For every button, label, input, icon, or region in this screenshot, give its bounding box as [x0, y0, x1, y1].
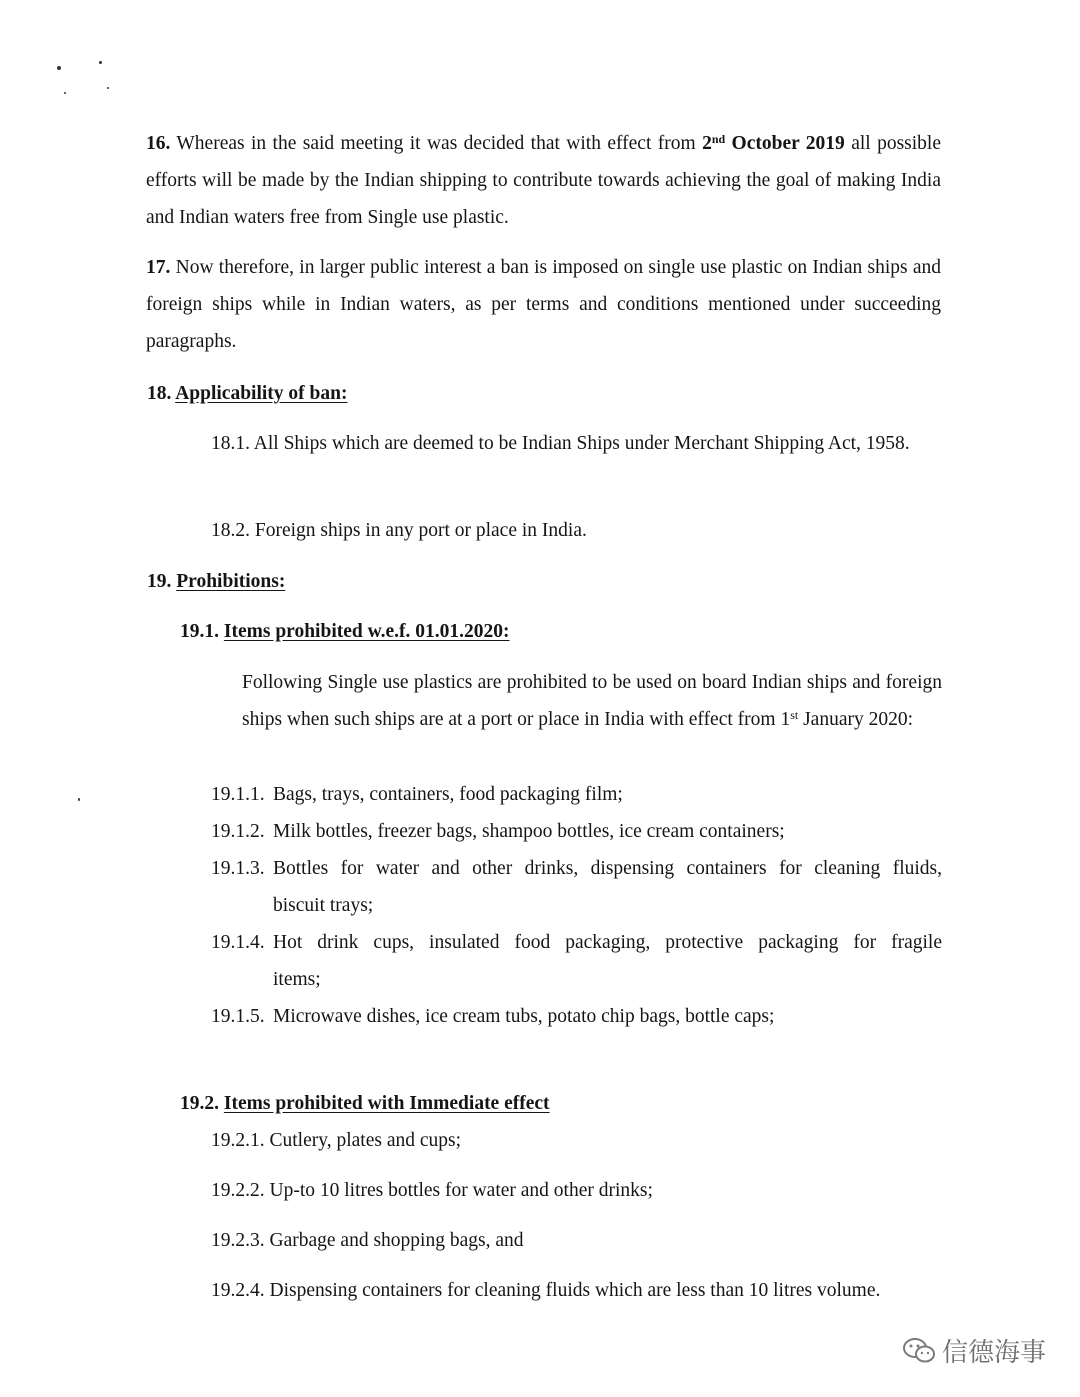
- subsection-19-1-heading: [180, 619, 510, 645]
- list-item-body: Bottles for water and other drinks, dispensing containers for cleaning fluids,: [273, 858, 942, 879]
- section-18-heading: [147, 381, 347, 407]
- paragraph-16: [146, 125, 941, 236]
- intro-end: January 2020:: [798, 709, 914, 730]
- subsection-title: Items prohibited with Immediate effect: [223, 1093, 550, 1114]
- list-item-text: [211, 784, 623, 805]
- list-item-19-2-4: 19.2.4. Dispensing containers for cleaning fluids which are less than 10 litres volume.: [211, 1280, 881, 1301]
- paragraph-text: Whereas in the said meeting it was decided that with effect from: [176, 133, 703, 154]
- list-item-number: 19.1.2.: [211, 821, 265, 842]
- scan-speck: [107, 87, 109, 89]
- list-item-body: Hot drink cups, insulated food packaging, protective packaging for fragile: [273, 932, 942, 953]
- paragraph-text: all possible efforts will be made by the Indian shipping to contribute towards achieving the goal of making India and Indian waters free from Single use plastic.: [146, 133, 941, 228]
- list-item-continuation: biscuit trays;: [273, 895, 374, 916]
- section-title: Prohibitions:: [176, 571, 286, 592]
- list-item-19-1-1: [211, 776, 942, 813]
- date-suffix: nd: [711, 132, 726, 146]
- list-item-number: 19.1.4.: [211, 932, 265, 953]
- paragraph-text: Now therefore, in larger public interest a ban is imposed on single use plastic on Indian ships and foreign ships while in Indian waters, as per terms and conditions mentioned under succeeding paragraphs.: [146, 257, 942, 352]
- list-item-continuation: items;: [273, 969, 321, 990]
- subsection-19-1-intro: [242, 664, 942, 738]
- subsection-number: 19.1.: [180, 621, 219, 642]
- list-item-19-1-2: [211, 813, 942, 850]
- scan-speck: [64, 92, 66, 94]
- watermark: [902, 1332, 1046, 1369]
- list-item-text: [211, 821, 785, 842]
- item-18-1: 18.1. All Ships which are deemed to be Indian Ships under Merchant Shipping Act, 1958.: [211, 433, 910, 454]
- list-item-19-1-5: [211, 998, 942, 1035]
- scan-speck: [78, 798, 80, 801]
- paragraph-number: 16.: [146, 133, 171, 154]
- section-19-heading: [147, 569, 285, 595]
- list-item-body: Milk bottles, freezer bags, shampoo bottles, ice cream containers;: [273, 821, 785, 842]
- list-item-number: 19.1.1.: [211, 784, 265, 805]
- list-item-body: Bags, trays, containers, food packaging film;: [273, 784, 623, 805]
- list-item-body: Microwave dishes, ice cream tubs, potato chip bags, bottle caps;: [273, 1006, 775, 1027]
- list-item-19-2-3: 19.2.3. Garbage and shopping bags, and: [211, 1230, 524, 1251]
- list-item-19-2-2: 19.2.2. Up-to 10 litres bottles for water and other drinks;: [211, 1180, 653, 1201]
- item-18-2: 18.2. Foreign ships in any port or place in India.: [211, 520, 587, 541]
- list-item-line: [211, 924, 942, 961]
- list-item-number: 19.1.3.: [211, 858, 265, 879]
- date-day: 2: [702, 133, 712, 154]
- list-item-line: [211, 850, 942, 887]
- list-item-19-1-4: [211, 924, 942, 998]
- list-item-19-2-1: 19.2.1. Cutlery, plates and cups;: [211, 1130, 462, 1151]
- date-rest: October 2019: [725, 133, 845, 154]
- scan-speck: [57, 66, 61, 70]
- subsection-number: 19.2.: [180, 1093, 219, 1114]
- list-item-number: 19.1.5.: [211, 1006, 265, 1027]
- paragraph-number: 17.: [146, 257, 171, 278]
- subsection-19-2-heading: [180, 1091, 550, 1117]
- section-title: Applicability of ban:: [175, 383, 348, 404]
- scan-speck: [99, 61, 102, 64]
- watermark-text: 信德海事: [941, 1338, 1046, 1368]
- section-number: 19.: [147, 571, 172, 592]
- intro-suffix: st: [790, 708, 799, 722]
- section-number: 18.: [147, 383, 172, 404]
- wechat-icon: [902, 1336, 936, 1366]
- intro-text: Following Single use plastics are prohibited to be used on board Indian ships and foreign ships when such ships are at a port or place in India with effect from 1: [242, 672, 942, 730]
- paragraph-17: [146, 249, 941, 360]
- list-item-19-1-3: [211, 850, 942, 924]
- subsection-title: Items prohibited w.e.f. 01.01.2020:: [223, 621, 510, 642]
- list-item-text: [211, 1006, 774, 1027]
